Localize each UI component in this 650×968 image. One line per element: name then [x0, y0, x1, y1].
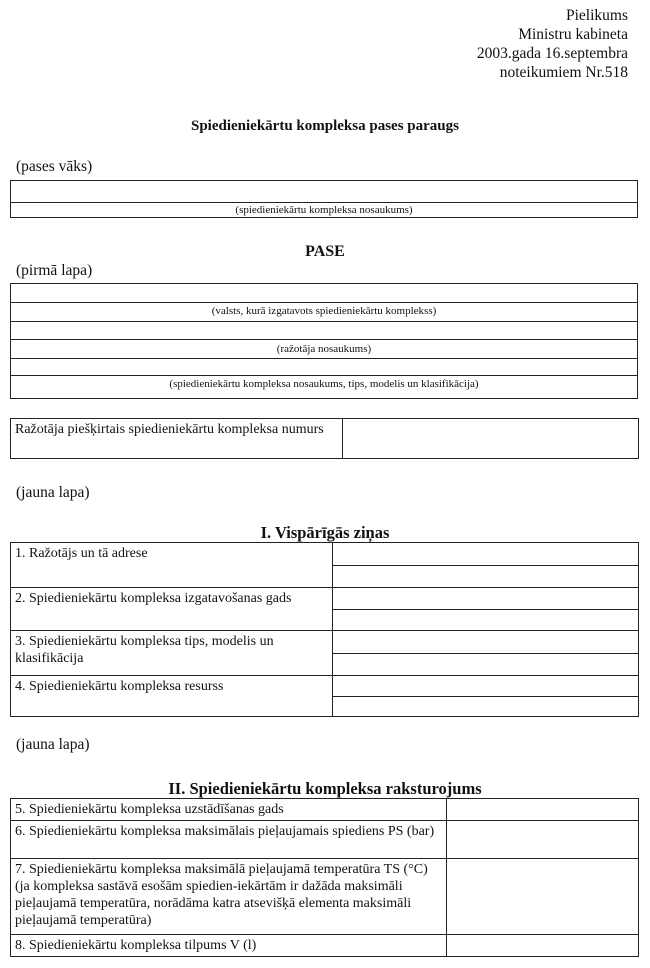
section-1-title: I. Vispārīgās ziņas	[260, 523, 390, 542]
row-label: 5. Spiedieniekārtu kompleksa uzstādīšanas gads	[11, 799, 447, 821]
row-label: 7. Spiedieniekārtu kompleksa maksimālā pieļaujamā temperatūra TS (°C) (ja kompleksa sastāvā esošām spiedien-iekārtām ir dažāda maksimāli pieļaujamā temperatūra, norādāma katra atsevišķā elementa maksimāli pieļaujamā temperatūra)	[11, 859, 447, 935]
pase-divider	[11, 358, 637, 359]
section-2-table	[10, 798, 639, 957]
pase-first-page-label: (pirmā lapa)	[16, 262, 93, 279]
table-row	[11, 799, 639, 821]
cover-label: (pases vāks)	[16, 158, 93, 175]
new-page-label-2: (jauna lapa)	[16, 736, 90, 753]
manufacturer-number-table	[10, 418, 639, 459]
complex-name-caption: (spiedieniekārtu kompleksa nosaukums, tips, modelis un klasifikācija)	[169, 378, 479, 390]
pase-divider	[11, 321, 637, 322]
pase-divider	[11, 302, 637, 303]
row-value	[333, 676, 639, 717]
cover-name-field	[10, 180, 638, 218]
row-value	[333, 631, 639, 676]
row-value	[447, 935, 639, 957]
row-value	[333, 543, 639, 588]
table-row	[11, 821, 639, 859]
manufacturer-number-value	[343, 419, 639, 459]
row-value	[447, 859, 639, 935]
header-line-4: noteikumiem Nr.518	[499, 64, 628, 81]
header-line-3: 2003.gada 16.septembra	[476, 45, 628, 62]
header-line-2: Ministru kabineta	[518, 26, 628, 43]
cover-field-divider	[11, 202, 637, 203]
table-row	[11, 588, 639, 631]
row-value	[333, 588, 639, 631]
manufacturer-number-label: Ražotāja piešķirtais spiedieniekārtu kompleksa numurs	[11, 419, 343, 459]
country-caption: (valsts, kurā izgatavots spiedieniekārtu komplekss)	[211, 305, 437, 317]
table-row	[11, 543, 639, 588]
document-title: Spiedieniekārtu kompleksa pases paraugs	[191, 118, 459, 134]
row-value	[447, 799, 639, 821]
manufacturer-caption: (ražotāja nosaukums)	[276, 343, 372, 355]
pase-divider	[11, 339, 637, 340]
row-label: 8. Spiedieniekārtu kompleksa tilpums V (l)	[11, 935, 447, 957]
annex-header	[477, 6, 628, 82]
new-page-label-1: (jauna lapa)	[16, 484, 90, 501]
table-row	[11, 676, 639, 717]
pase-title: PASE	[305, 243, 345, 260]
row-label: 1. Ražotājs un tā adrese	[11, 543, 333, 588]
row-label: 6. Spiedieniekārtu kompleksa maksimālais pieļaujamais spiediens PS (bar)	[11, 821, 447, 859]
row-label: 3. Spiedieniekārtu kompleksa tips, modelis un klasifikācija	[11, 631, 333, 676]
row-label: 2. Spiedieniekārtu kompleksa izgatavošanas gads	[11, 588, 333, 631]
header-line-1: Pielikums	[565, 7, 628, 24]
pase-fields-block	[10, 283, 638, 399]
cover-field-caption: (spiedieniekārtu kompleksa nosaukums)	[235, 204, 413, 216]
section-2-title: II. Spiedieniekārtu kompleksa raksturojums	[168, 779, 482, 798]
table-row	[11, 859, 639, 935]
table-row	[11, 935, 639, 957]
row-value	[447, 821, 639, 859]
row-label: 4. Spiedieniekārtu kompleksa resurss	[11, 676, 333, 717]
pase-divider	[11, 375, 637, 376]
table-row	[11, 631, 639, 676]
section-1-table	[10, 542, 639, 717]
